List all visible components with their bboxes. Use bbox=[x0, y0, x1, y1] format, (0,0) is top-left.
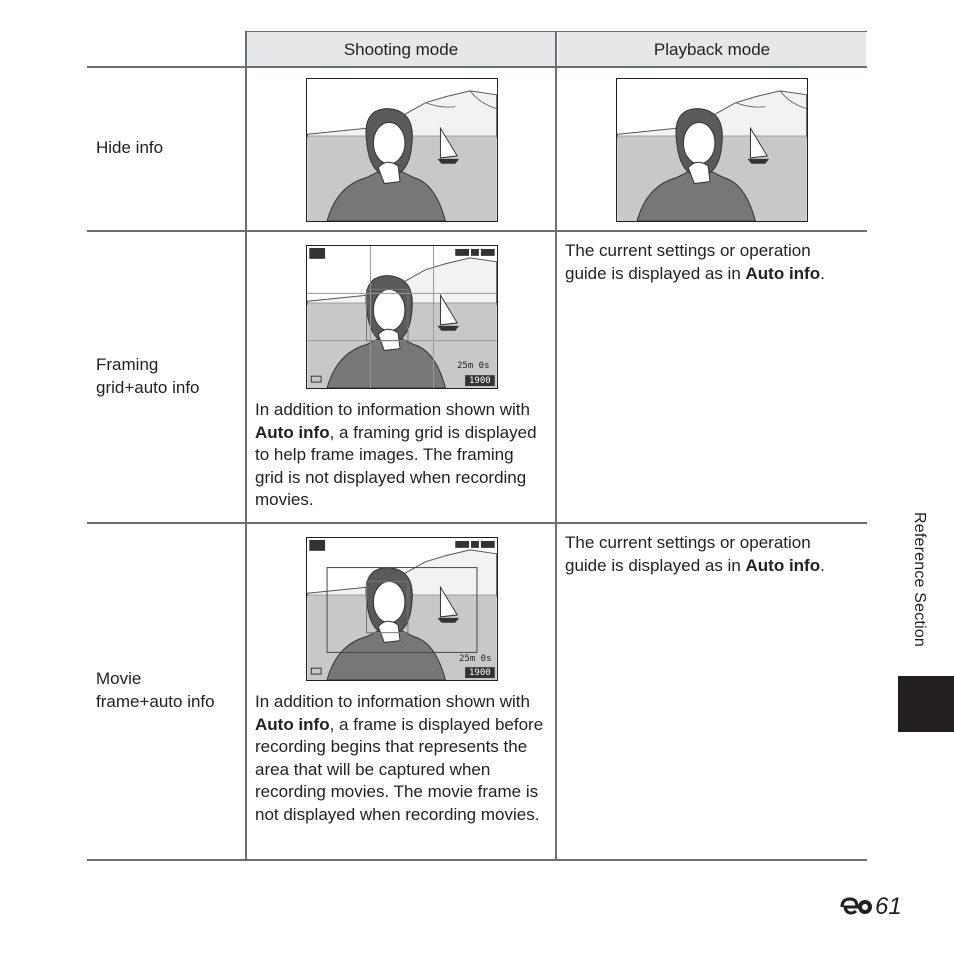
hide-info-shooting-screenshot bbox=[306, 78, 498, 222]
movie-frame-screenshot bbox=[306, 537, 498, 681]
section-tab-marker bbox=[898, 676, 954, 732]
column-divider-1 bbox=[245, 31, 247, 861]
row-label-line: Framing bbox=[96, 355, 159, 374]
row-label-hide-info: Hide info bbox=[96, 138, 164, 157]
desc-text: The current settings or operation guide is displayed as in bbox=[565, 241, 811, 283]
page-number-value: 61 bbox=[875, 893, 902, 920]
portrait-scene-image bbox=[307, 79, 497, 221]
movie-frame-shooting-description bbox=[255, 691, 547, 826]
framing-grid-playback-description bbox=[565, 240, 855, 285]
desc-text: . bbox=[820, 263, 825, 283]
desc-bold-term: Auto info bbox=[255, 422, 330, 442]
movie-time-remaining: 25m 0s bbox=[459, 654, 492, 664]
framing-grid-shooting-description bbox=[255, 399, 545, 512]
hide-info-playback-screenshot bbox=[616, 78, 808, 222]
desc-text: . bbox=[820, 555, 825, 575]
table-bottom-rule bbox=[87, 859, 867, 861]
shots-remaining: 1900 bbox=[469, 376, 491, 386]
header-bottom-rule bbox=[87, 66, 867, 68]
desc-text: The current settings or operation guide is displayed as in bbox=[565, 533, 811, 575]
header-shooting-mode: Shooting mode bbox=[343, 40, 459, 59]
desc-text: In addition to information shown with bbox=[255, 692, 530, 711]
movie-time-remaining: 25m 0s bbox=[457, 361, 490, 371]
portrait-scene-image bbox=[617, 79, 807, 221]
row-label-movie-frame bbox=[96, 668, 215, 713]
row-label-line: frame+auto info bbox=[96, 691, 215, 711]
desc-text: In addition to information shown with bbox=[255, 400, 530, 419]
e-reference-icon bbox=[840, 897, 874, 917]
movie-frame-playback-description bbox=[565, 532, 855, 577]
table-top-rule bbox=[247, 31, 867, 32]
desc-text: , a frame is displayed before recording begins that represents the area that will be captured when recording movies. The movie frame is not displayed when recording movies. bbox=[255, 714, 544, 824]
row-divider-1 bbox=[87, 230, 867, 232]
page-number bbox=[840, 890, 902, 924]
framing-grid-screenshot bbox=[306, 245, 498, 389]
row-label-framing-grid bbox=[96, 354, 200, 399]
column-divider-2 bbox=[555, 31, 557, 861]
section-tab-label: Reference Section bbox=[911, 512, 928, 648]
shots-remaining: 1900 bbox=[469, 668, 491, 678]
header-playback-mode: Playback mode bbox=[653, 40, 771, 59]
row-label-line: grid+auto info bbox=[96, 377, 200, 397]
desc-bold-term: Auto info bbox=[745, 263, 821, 283]
desc-text: , a framing grid is displayed to help frame images. The framing grid is not displayed when recording movies. bbox=[255, 422, 537, 509]
row-divider-2 bbox=[87, 522, 867, 524]
desc-bold-term: Auto info bbox=[745, 555, 821, 575]
desc-bold-term: Auto info bbox=[255, 714, 330, 734]
row-label-line: Movie bbox=[96, 669, 142, 688]
